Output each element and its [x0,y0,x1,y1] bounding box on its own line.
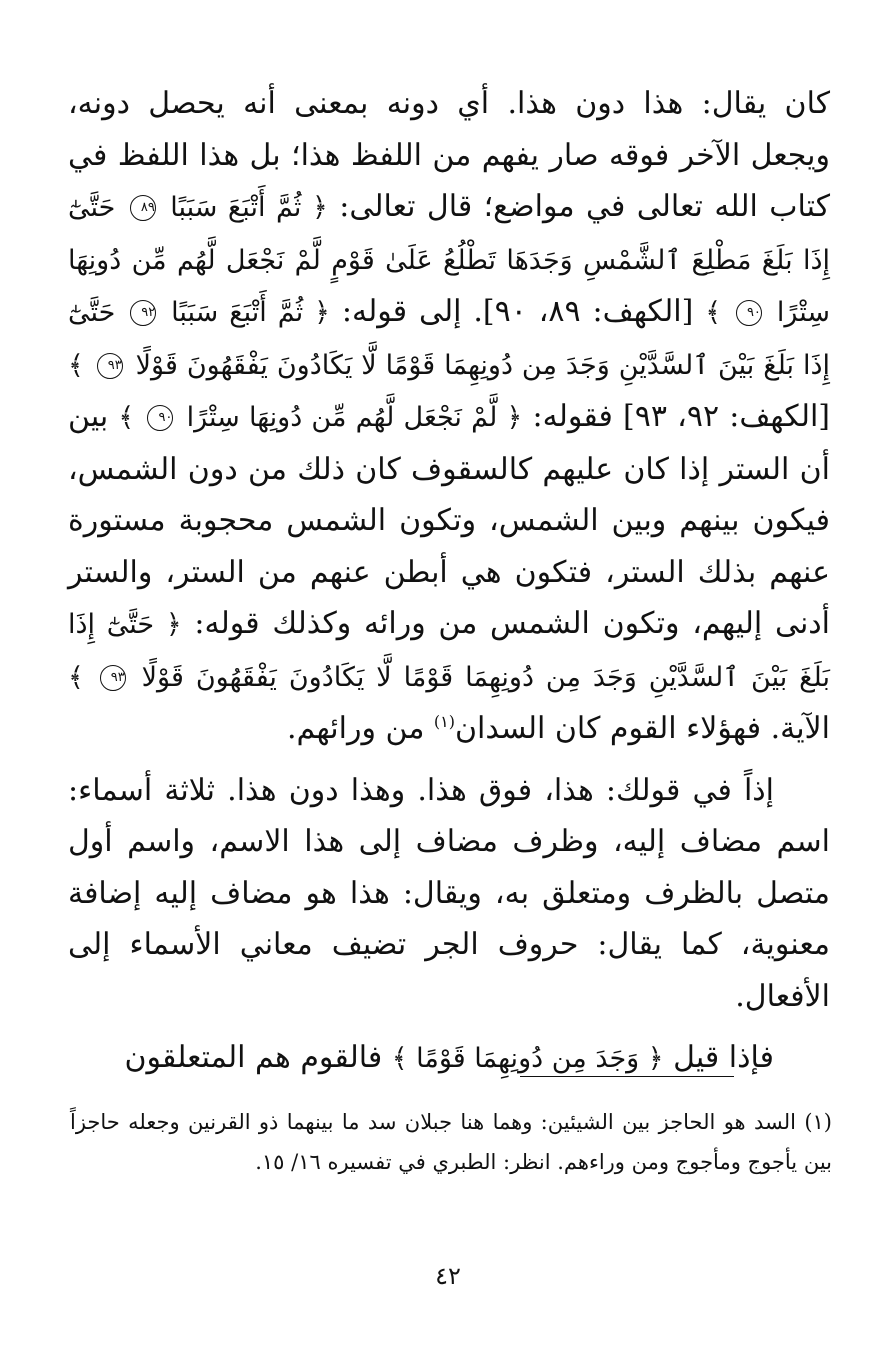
quran-quote: ﴿ وَجَدَ مِن دُونِهِمَا قَوْمًا ﴾ [391,1043,664,1074]
paragraph [68,765,830,1023]
verse-number-marker: ٩٣ [97,353,123,379]
text-segment: [الكهف: ٩٢، ٩٣] فقوله: [522,399,830,434]
verse-number-marker: ٩٠ [736,300,762,326]
verse-number-marker: ٩٢ [130,300,156,326]
quran-quote: حَتَّىٰٓ إِذَا بَلَغَ مَطْلِعَ ٱلشَّمْسِ وَجَدَهَا تَطْلُعُ عَلَىٰ قَوْمٍ لَّمْ نَجْعَل لَّهُم مِّن دُونِهَا سِتْرًا [68,192,830,328]
footnote [70,1102,832,1182]
quran-quote: ﴾ [705,297,722,328]
quran-quote: ﴿ لَّمْ نَجْعَل لَّهُم مِّن دُونِهَا سِتْرًا [186,402,523,433]
paragraph [68,78,830,755]
text-segment: بين أن الستر إذا كان عليهم كالسقوف كان ذلك من دون الشمس، فيكون بينهم وبين الشمس، وتكون الشمس محجوبة مستورة عنهم بذلك الستر، فتكون هي أبطن عنهم من الستر، والستر أدنى إليهم، وتكون الشمس من ورائه وكذلك قوله: [68,399,830,641]
verse-number-marker: ٩٣ [100,665,126,691]
quran-quote: ﴿ ثُمَّ أَتْبَعَ سَبَبًا [171,297,330,328]
verse-number-marker: ٩٠ [147,405,173,431]
text-segment: [الكهف: ٨٩، ٩٠]. إلى قوله: [329,294,694,329]
footnote-marker: (١) [804,1110,832,1134]
quran-quote: ﴾ [68,349,84,381]
text-segment: إذاً في قولك: هذا، فوق هذا. وهذا دون هذا. ثلاثة أسماء: اسم مضاف إليه، وظرف مضاف إلى هذا الاسم، واسم أول متصل بالظرف ومتعلق به، ويقال: هذا هو مضاف إليه إضافة معنوية، كما يقال: حروف الجر تضيف معاني الأسماء إلى الأفعال. [68,772,830,1014]
quran-quote: ﴿ حَتَّىٰٓ إِذَا بَلَغَ بَيْنَ ٱلسَّدَّيْنِ وَجَدَ مِن دُونِهِمَا قَوْمًا لَّا يَكَادُونَ يَفْقَهُونَ قَوْلًا [68,609,830,693]
quran-quote: ﴿ ثُمَّ أَتْبَعَ سَبَبًا [170,192,328,223]
quran-quote: ﴾ [118,402,135,433]
footnote-divider [520,1076,734,1077]
page-number: ٤٢ [435,1262,461,1290]
footnote-reference: (١) [433,712,456,731]
quran-quote: ﴾ [68,661,84,693]
text-segment: كان يقال: هذا دون هذا. أي دونه بمعنى أنه يحصل دونه، ويجعل الآخر فوقه صار يفهم من اللفظ هذا؛ بل هذا اللفظ في كتاب الله تعالى في مواضع؛ قال تعالى: [68,86,831,224]
text-segment: الآية. فهؤلاء القوم كان السدان [455,711,830,746]
text-segment: فإذا قيل [663,1040,774,1075]
footnote-text: السد هو الحاجز بين الشيئين: وهما هنا جبلان سد ما بينهما ذو القرنين وجعله حاجزاً بين يأجوج ومأجوج ومن وراءهم. انظر: الطبري في تفسيره ١٦/ ١٥. [70,1110,832,1174]
verse-number-marker: ٨٩ [130,195,156,221]
quran-quote: حَتَّىٰٓ إِذَا بَلَغَ بَيْنَ ٱلسَّدَّيْنِ وَجَدَ مِن دُونِهِمَا قَوْمًا لَّا يَكَادُونَ يَفْقَهُونَ قَوْلًا [68,297,830,381]
main-text [68,78,830,1085]
text-segment: من ورائهم. [286,711,434,746]
text-segment: فالقوم هم المتعلقون [124,1040,383,1075]
